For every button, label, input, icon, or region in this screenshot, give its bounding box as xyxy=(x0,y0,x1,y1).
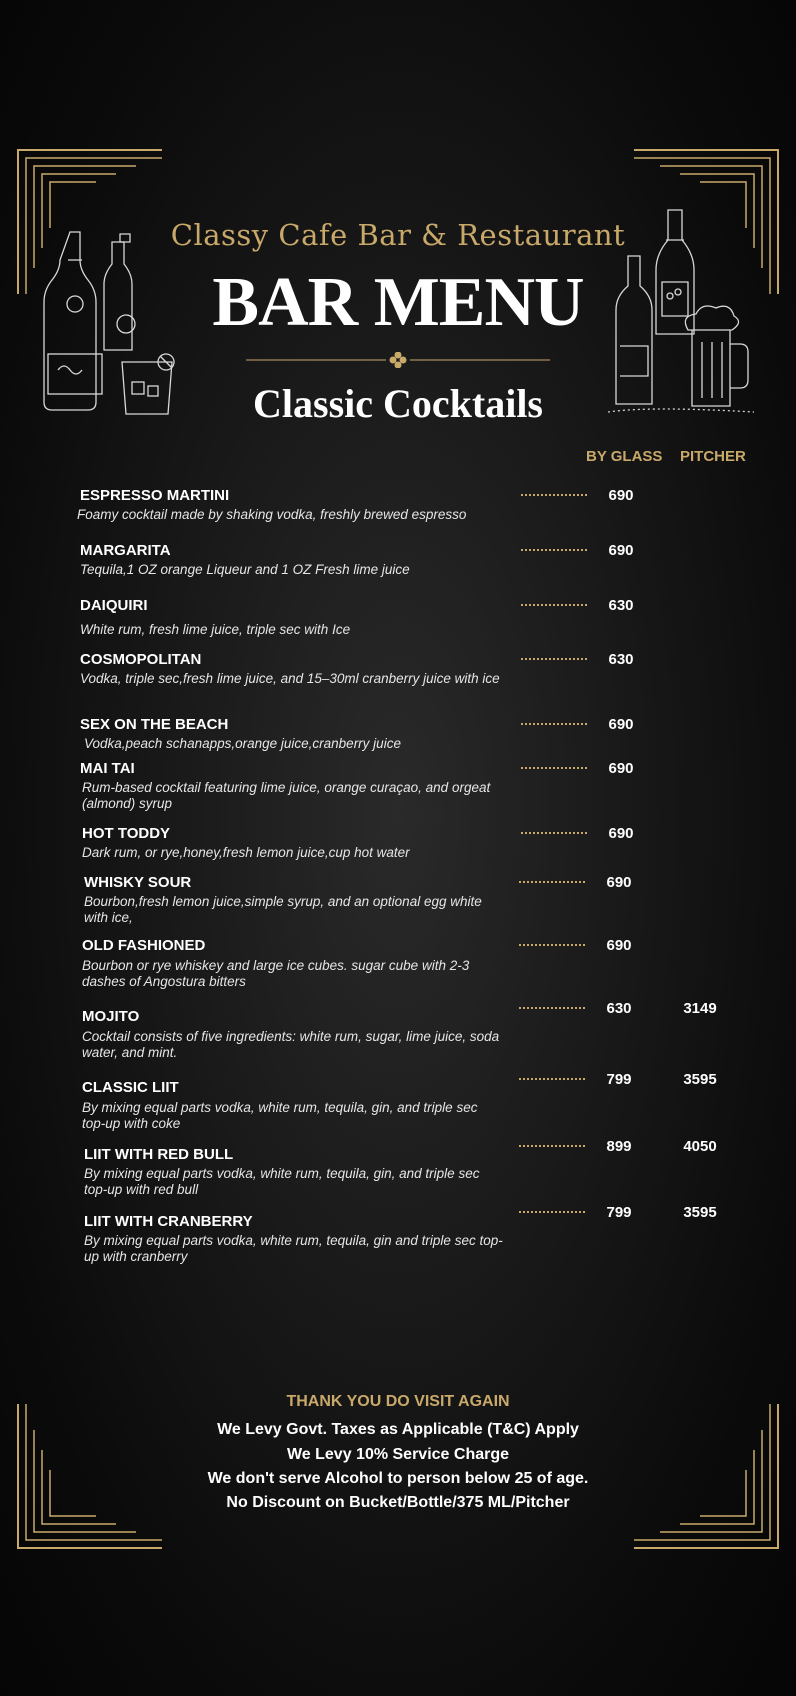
item-name: MOJITO xyxy=(82,1008,140,1025)
item-name: HOT TODDY xyxy=(82,825,171,842)
leader-dots xyxy=(519,1145,585,1147)
item-description: White rum, fresh lime juice, triple sec with Ice xyxy=(80,622,351,637)
price-pitcher: 3595 xyxy=(683,1204,717,1221)
item-name: WHISKY SOUR xyxy=(84,874,192,891)
column-header-by-glass: BY GLASS xyxy=(586,448,663,465)
item-description: By mixing equal parts vodka, white rum, tequila, gin, and triple sec top-up with red bull xyxy=(84,1166,480,1197)
price-by-glass: 630 xyxy=(608,597,634,614)
price-by-glass: 799 xyxy=(606,1204,632,1221)
item-description: Tequila,1 OZ orange Liqueur and 1 OZ Fresh lime juice xyxy=(80,562,410,577)
section-title: Classic Cocktails xyxy=(253,381,543,426)
item-description: Vodka,peach schanapps,orange juice,cranberry juice xyxy=(84,736,401,751)
footer-line: We don't serve Alcohol to person below 25 of age. xyxy=(207,1470,589,1487)
item-name: SEX ON THE BEACH xyxy=(80,716,229,733)
item-name: CLASSIC LIIT xyxy=(82,1079,179,1096)
leader-dots xyxy=(519,1007,585,1009)
thank-you-note: THANK YOU DO VISIT AGAIN xyxy=(286,1393,510,1410)
price-by-glass: 690 xyxy=(606,937,632,954)
price-pitcher: 4050 xyxy=(683,1138,717,1155)
price-by-glass: 799 xyxy=(606,1071,632,1088)
price-by-glass: 690 xyxy=(608,825,634,842)
item-description: By mixing equal parts vodka, white rum, tequila, gin and triple sec top-up with cranberry xyxy=(84,1233,503,1264)
leader-dots xyxy=(519,1211,585,1213)
leader-dots xyxy=(521,549,587,551)
price-by-glass: 690 xyxy=(608,542,634,559)
item-name: LIIT WITH RED BULL xyxy=(84,1146,234,1163)
price-pitcher: 3149 xyxy=(683,1000,717,1017)
column-header-pitcher: PITCHER xyxy=(680,448,746,465)
leader-dots xyxy=(521,767,587,769)
leader-dots xyxy=(519,1078,585,1080)
item-name: COSMOPOLITAN xyxy=(80,651,202,668)
price-by-glass: 630 xyxy=(606,1000,632,1017)
item-description: Bourbon or rye whiskey and large ice cubes. sugar cube with 2-3 dashes of Angostura bitters xyxy=(82,958,470,989)
price-by-glass: 630 xyxy=(608,651,634,668)
item-description: Bourbon,fresh lemon juice,simple syrup, and an optional egg white with ice, xyxy=(84,894,482,925)
item-name: MARGARITA xyxy=(80,542,171,559)
price-by-glass: 690 xyxy=(608,716,634,733)
price-pitcher: 3595 xyxy=(683,1071,717,1088)
price-by-glass: 690 xyxy=(606,874,632,891)
leader-dots xyxy=(521,723,587,725)
item-description: Dark rum, or rye,honey,fresh lemon juice,cup hot water xyxy=(82,845,410,860)
leader-dots xyxy=(521,832,587,834)
page-title: BAR MENU xyxy=(212,264,584,341)
item-name: ESPRESSO MARTINI xyxy=(80,487,230,504)
item-description: Foamy cocktail made by shaking vodka, freshly brewed espresso xyxy=(77,507,467,522)
item-name: LIIT WITH CRANBERRY xyxy=(84,1213,253,1230)
item-description: Vodka, triple sec,fresh lime juice, and 15–30ml cranberry juice with ice xyxy=(80,671,500,686)
footer-line: We Levy Govt. Taxes as Applicable (T&C) Apply xyxy=(217,1421,579,1438)
price-by-glass: 690 xyxy=(608,760,634,777)
item-description: By mixing equal parts vodka, white rum, tequila, gin, and triple sec top-up with coke xyxy=(82,1100,478,1131)
leader-dots xyxy=(521,604,587,606)
price-by-glass: 690 xyxy=(608,487,634,504)
item-description: Rum-based cocktail featuring lime juice, orange curaçao, and orgeat (almond) syrup xyxy=(82,780,491,811)
restaurant-name: Classy Cafe Bar & Restaurant xyxy=(170,218,626,252)
ornamental-divider-icon xyxy=(246,352,550,368)
item-name: MAI TAI xyxy=(80,760,135,777)
item-name: DAIQUIRI xyxy=(80,597,148,614)
leader-dots xyxy=(521,494,587,496)
footer-line: We Levy 10% Service Charge xyxy=(286,1446,510,1463)
leader-dots xyxy=(521,658,587,660)
footer-line: No Discount on Bucket/Bottle/375 ML/Pitcher xyxy=(226,1494,570,1511)
price-by-glass: 899 xyxy=(606,1138,632,1155)
item-description: Cocktail consists of five ingredients: white rum, sugar, lime juice, soda water, and mint. xyxy=(82,1029,500,1060)
leader-dots xyxy=(519,944,585,946)
leader-dots xyxy=(519,881,585,883)
item-name: OLD FASHIONED xyxy=(82,937,206,954)
